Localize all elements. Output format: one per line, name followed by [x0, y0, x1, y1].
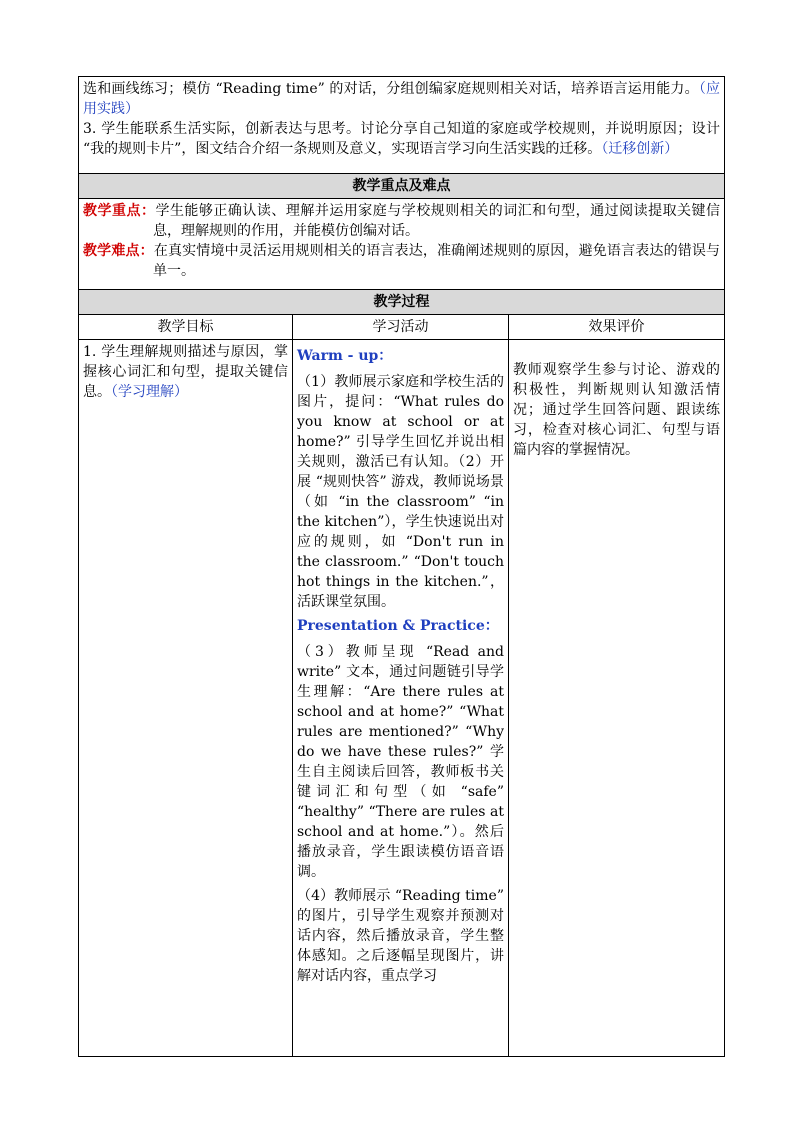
activity-cell	[293, 340, 509, 1057]
objective-2-cont: 选和画线练习；模仿 “Reading time” 的对话，分组创编家庭规则相关对话，培养语言运用能力。（应用实践）	[83, 81, 721, 117]
column-evaluation: 效果评价	[509, 315, 725, 340]
key-points-row	[79, 199, 725, 290]
column-goal: 教学目标	[79, 315, 293, 340]
key-points-title: 教学重点及难点	[79, 174, 725, 199]
objectives-row	[79, 77, 725, 174]
objective-tag-transfer: （迁移创新）	[601, 141, 679, 157]
focus-label: 教学重点：	[83, 203, 156, 219]
key-points-cell	[79, 199, 725, 290]
activity-paragraph-3: （3）教师呈现 “Read and write” 文本，通过问题链引导学生理解：“Are there rules at school and at home?” “What rules are mentioned?” “Why do we have these rules?” 学生自主阅读后回答，教师板书关键词汇和句型（如 “safe” “healthy” “There are rules at school and at home.”）。然后播放录音，学生跟读模仿语音语调。	[297, 644, 504, 880]
goal-tag: （学习理解）	[111, 384, 188, 400]
activity-paragraph-1: （1）教师展示家庭和学校生活的图片，提问：“What rules do you know at school or at home?” 引导学生回忆并说出相关规则，激活已有认知。（2）开展 “规则快答” 游戏，教师说场景（如 “in the classroom” “in the kitchen”），学生快速说出对应的规则，如 “Don't run in the classroom.” “Don't touch hot things in the kitchen.”，活跃课堂氛围。	[297, 374, 504, 610]
evaluation-text: 教师观察学生参与讨论、游戏的积极性，判断规则认知激活情况；通过学生回答问题、跟读练习，检查对核心词汇、句型与语篇内容的掌握情况。	[513, 362, 721, 458]
presentation-heading: Presentation & Practice：	[297, 618, 499, 634]
warmup-heading: Warm - up：	[297, 348, 393, 364]
activity-paragraph-4: （4）教师展示 “Reading time” 的图片，引导学生观察并预测对话内容，然后播放录音，学生整体感知。之后逐幅呈现图片，讲解对话内容，重点学习	[297, 888, 504, 984]
teaching-focus: 教学重点：学生能够正确认读、理解并运用家庭与学校规则相关的词汇和句型，通过阅读提取关键信息，理解规则的作用，并能模仿创编对话。	[83, 203, 721, 239]
difficulty-label: 教学难点：	[83, 243, 154, 259]
teaching-difficulty: 教学难点：在真实情境中灵活运用规则相关的语言表达，准确阐述规则的原因，避免语言表达的错误与单一。	[83, 243, 721, 279]
goal-cell: 1. 学生理解规则描述与原因，掌握核心词汇和句型，提取关键信息。（学习理解）	[79, 340, 293, 1057]
evaluation-cell	[509, 340, 725, 1057]
process-columns-row	[79, 315, 725, 340]
lesson-plan-table	[78, 76, 725, 1057]
process-content-row	[79, 340, 725, 1057]
column-activity: 学习活动	[293, 315, 509, 340]
process-title: 教学过程	[79, 290, 725, 315]
objective-3: 3. 学生能联系生活实际，创新表达与思考。讨论分享自己知道的家庭或学校规则，并说明原因；设计 “我的规则卡片”，图文结合介绍一条规则及意义，实现语言学习向生活实践的迁移。（迁移创新）	[83, 121, 721, 157]
objective-tag-apply: （应用实践）	[83, 81, 721, 117]
objectives-cell	[79, 77, 725, 174]
key-points-header-row	[79, 174, 725, 199]
process-header-row	[79, 290, 725, 315]
